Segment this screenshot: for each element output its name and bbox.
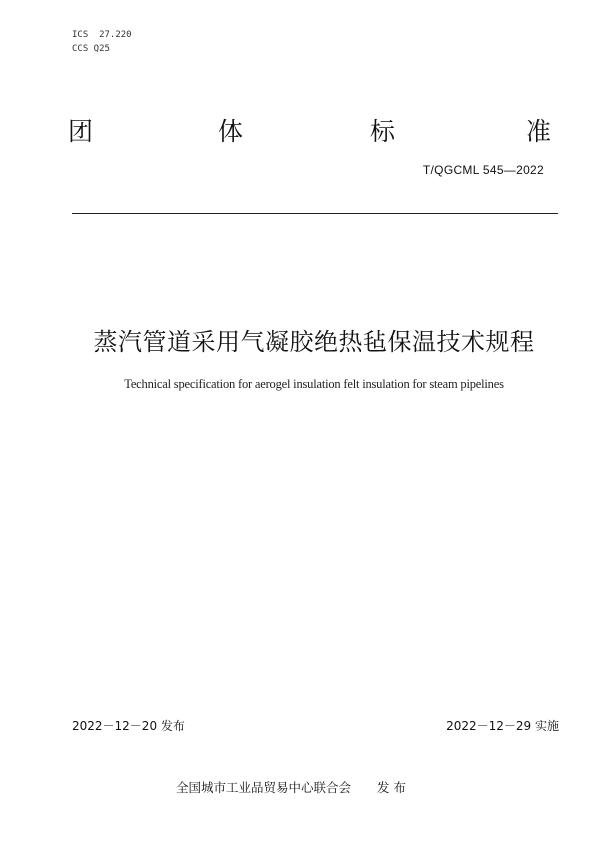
issue-date: 2022－12－20 发布 bbox=[72, 719, 185, 733]
implementation-date: 2022－12－29 实施 bbox=[446, 719, 559, 733]
publish-action: 发 布 bbox=[377, 780, 406, 795]
title-chinese: 蒸汽管道采用气凝胶绝热毡保温技术规程 bbox=[93, 328, 535, 356]
header-divider bbox=[72, 213, 558, 214]
standard-number: T/QGCML 545—2022 bbox=[422, 163, 544, 177]
standard-type-heading bbox=[68, 116, 552, 148]
standard-type-char: 团 bbox=[68, 117, 94, 146]
standard-type-char: 准 bbox=[526, 117, 552, 146]
ccs-code: CCS Q25 bbox=[72, 44, 110, 54]
ics-code: ICS 27.220 bbox=[72, 30, 132, 40]
publisher bbox=[176, 778, 406, 796]
publisher-name: 全国城市工业品贸易中心联合会 bbox=[176, 780, 352, 795]
standard-type-char: 体 bbox=[218, 117, 244, 146]
classification-codes bbox=[72, 28, 132, 56]
title-english: Technical specification for aerogel insulation felt insulation for steam pipelines bbox=[124, 377, 504, 391]
standard-type-char: 标 bbox=[370, 117, 396, 146]
